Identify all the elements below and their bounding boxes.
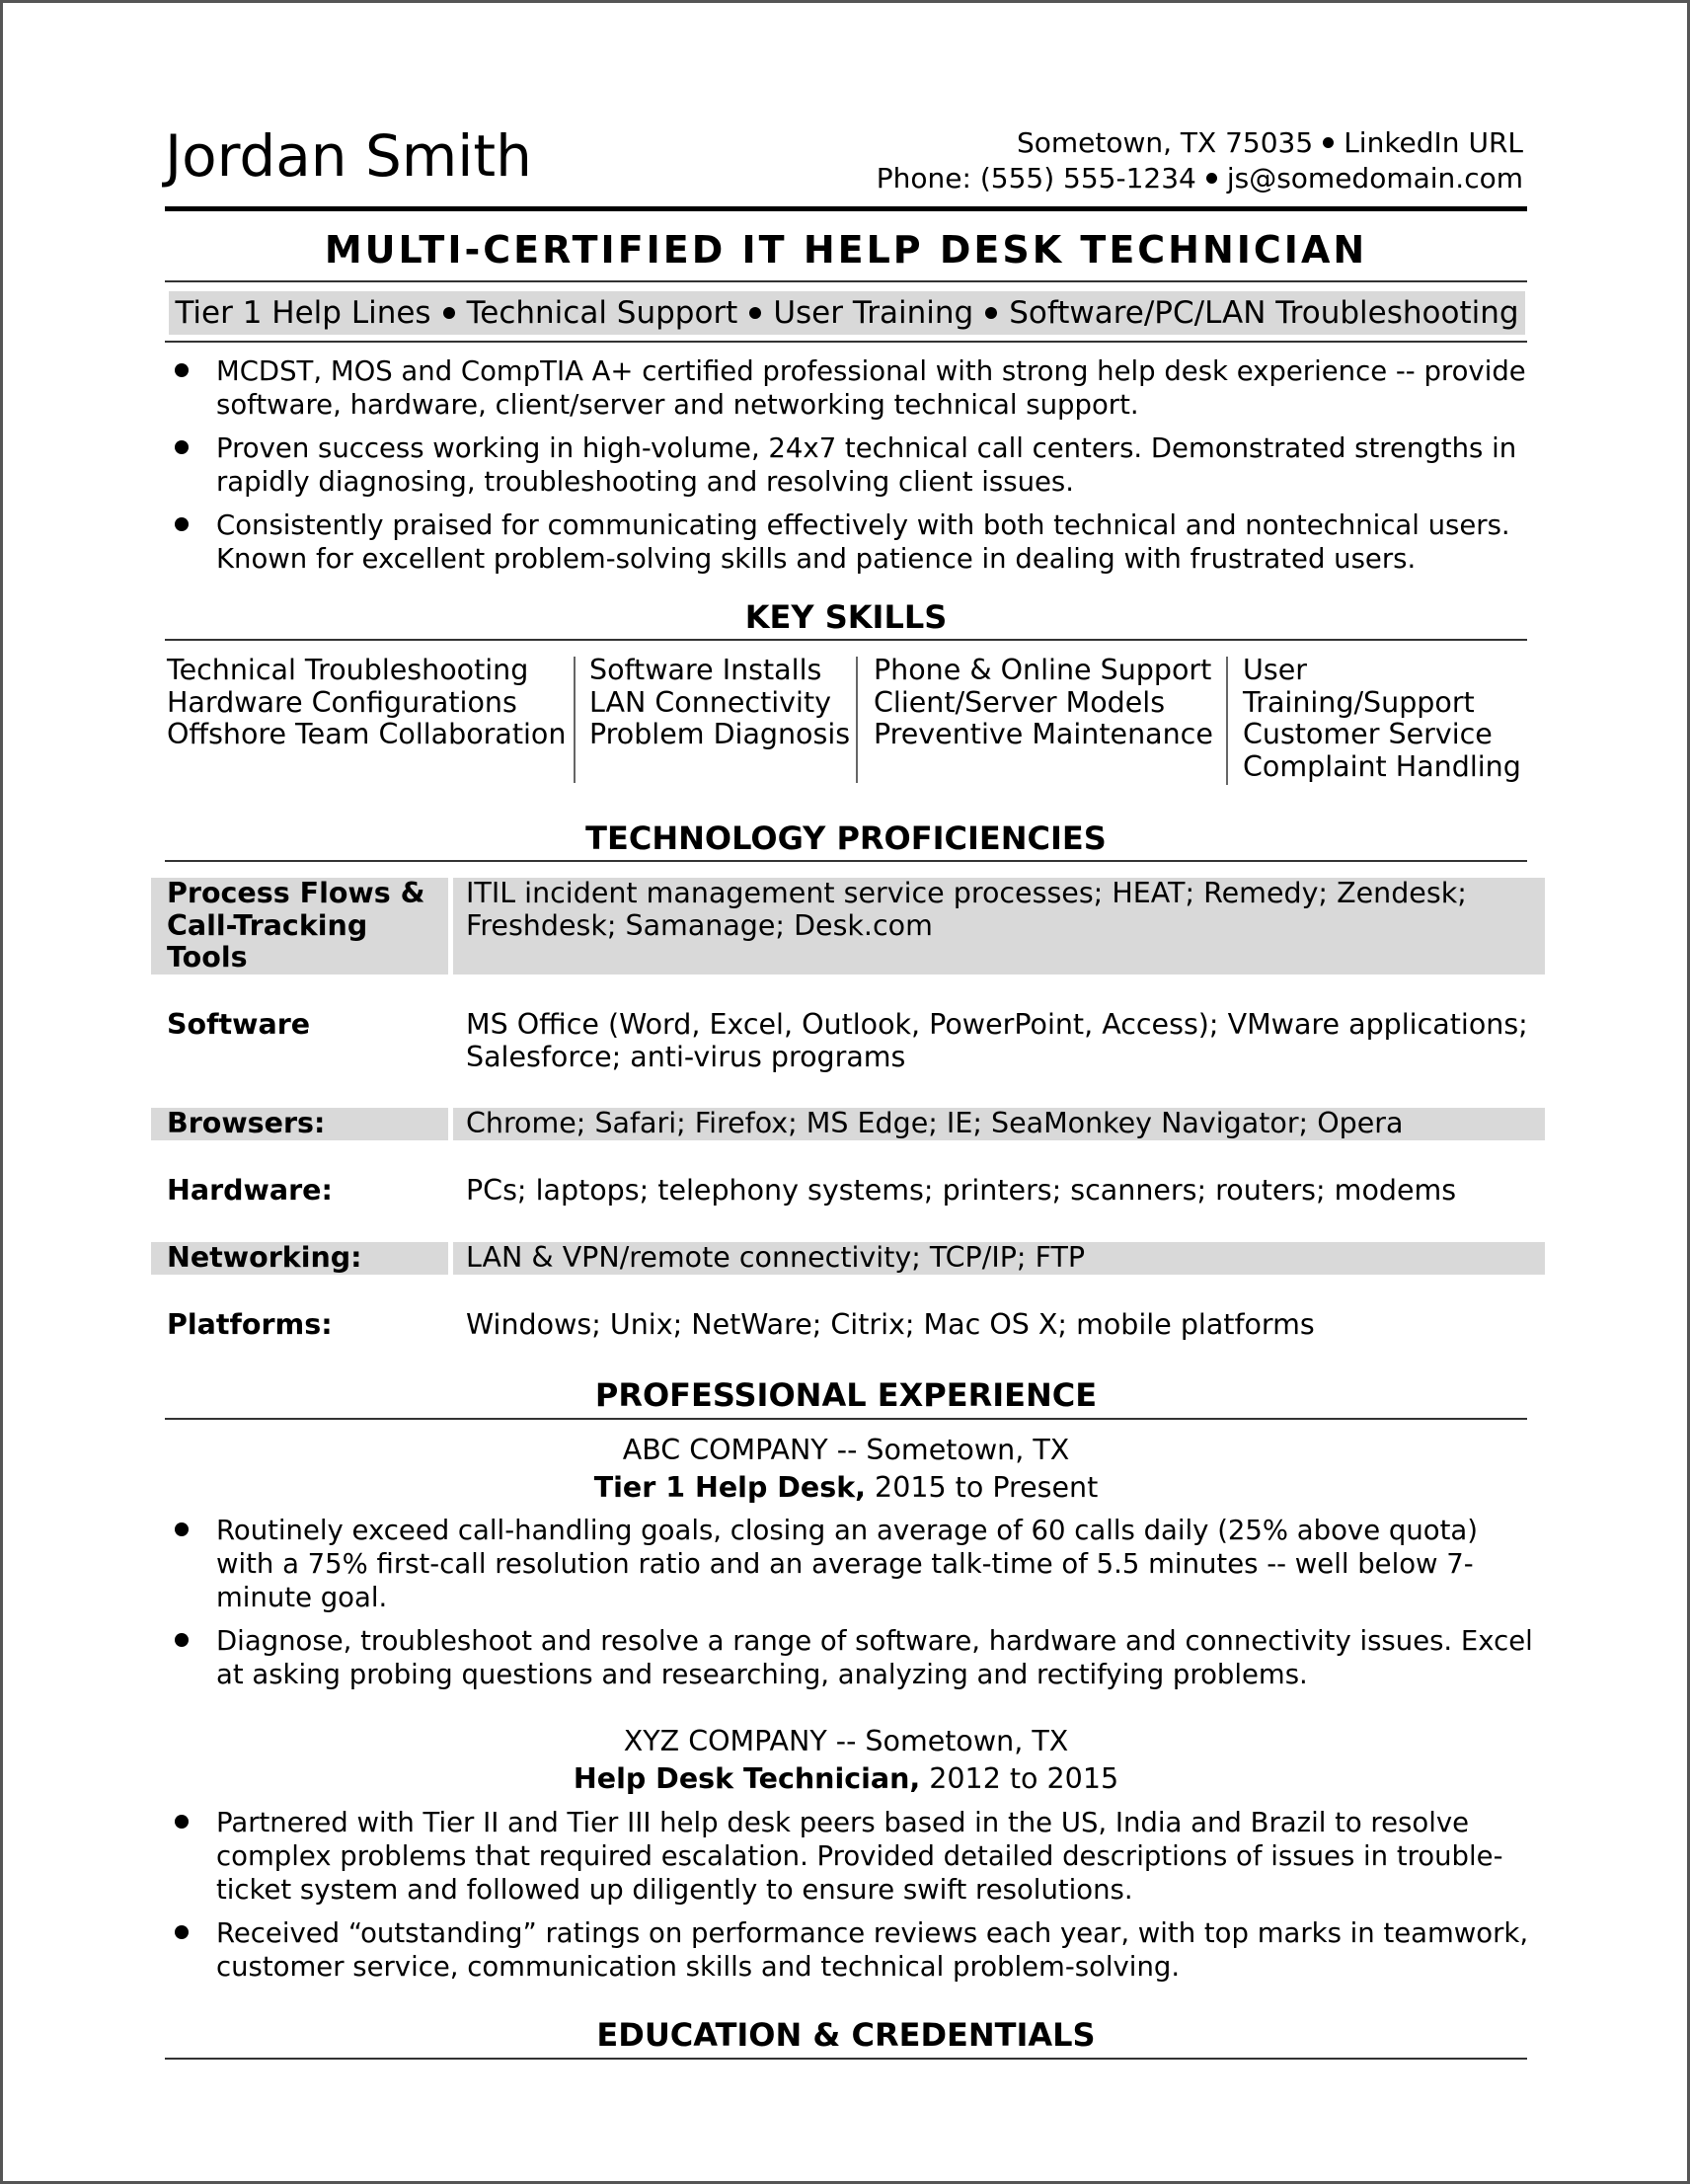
company-line: ABC COMPANY -- Sometown, TX bbox=[622, 1434, 1070, 1466]
skill-item: Hardware Configurations bbox=[167, 685, 517, 719]
summary-item: MCDST, MOS and CompTIA A+ certified professional with strong help desk experience -- provide software, hardware, client/server and networking technical support. bbox=[165, 354, 1537, 422]
tech-label: Browsers: bbox=[167, 1107, 326, 1139]
job-bullet: Diagnose, troubleshoot and resolve a range of software, hardware and connectivity issues. Excel at asking probing questions and researching, analyzing and rectifying problems. bbox=[165, 1624, 1537, 1691]
skill-item: Customer Service bbox=[1243, 718, 1493, 750]
focus-item: Technical Support bbox=[466, 295, 738, 331]
skill-item: Offshore Team Collaboration bbox=[167, 718, 567, 750]
tech-value: LAN & VPN/remote connectivity; TCP/IP; FTP bbox=[466, 1241, 1086, 1274]
bullet-dot-icon bbox=[443, 307, 455, 319]
company-line: XYZ COMPANY -- Sometown, TX bbox=[623, 1725, 1069, 1757]
job-title: Tier 1 Help Desk, bbox=[593, 1471, 866, 1504]
skill-item: Software Installs bbox=[589, 654, 822, 686]
role-line bbox=[165, 1470, 1527, 1506]
job-bullets bbox=[165, 1806, 1537, 1984]
job-bullet: Partnered with Tier II and Tier III help desk peers based in the US, India and Brazil to resolve complex problems that required escalation. Provided detailed descriptions of issues in trouble-ticket system and followed up diligently to ensure swift resolutions. bbox=[165, 1806, 1537, 1907]
job-bullets bbox=[165, 1514, 1537, 1691]
focus-band bbox=[169, 291, 1525, 335]
tech-row bbox=[151, 1309, 1545, 1342]
focus-item: Software/PC/LAN Troubleshooting bbox=[1009, 295, 1519, 331]
summary-list bbox=[165, 354, 1537, 576]
tech-label: Hardware: bbox=[167, 1174, 333, 1207]
divider bbox=[165, 639, 1527, 641]
tech-label: Networking: bbox=[167, 1241, 362, 1274]
contact-line-1 bbox=[877, 125, 1523, 161]
education-title: EDUCATION & CREDENTIALS bbox=[596, 2016, 1096, 2054]
skill-item: Client/Server Models bbox=[874, 685, 1166, 719]
tech-row bbox=[151, 1242, 1545, 1275]
contact-block bbox=[877, 125, 1523, 196]
location: Sometown, TX 75035 bbox=[1016, 126, 1314, 159]
skill-item: Preventive Maintenance bbox=[874, 718, 1213, 750]
bullet-dot-icon bbox=[1323, 137, 1334, 148]
bullet-dot-icon bbox=[1206, 173, 1217, 184]
tech-label: Software bbox=[167, 1008, 311, 1041]
skill-item: Complaint Handling bbox=[1243, 749, 1521, 783]
bullet-dot-icon bbox=[749, 307, 761, 319]
summary-item: Proven success working in high-volume, 24x7 technical call centers. Demonstrated strengths in rapidly diagnosing, troubleshooting and resolving client issues. bbox=[165, 431, 1537, 499]
divider bbox=[165, 341, 1527, 343]
tech-value: Chrome; Safari; Firefox; MS Edge; IE; SeaMonkey Navigator; Opera bbox=[466, 1107, 1404, 1139]
tech-value: Windows; Unix; NetWare; Citrix; Mac OS X; mobile platforms bbox=[466, 1308, 1315, 1341]
tech-row bbox=[151, 1009, 1545, 1074]
skills-column bbox=[167, 655, 566, 751]
divider bbox=[165, 860, 1527, 862]
focus-item: Tier 1 Help Lines bbox=[175, 295, 431, 331]
header-rule bbox=[165, 206, 1527, 211]
job-dates: 2012 to 2015 bbox=[920, 1762, 1119, 1795]
skill-item: User Training/Support bbox=[1243, 654, 1475, 719]
job-bullet: Received “outstanding” ratings on performance reviews each year, with top marks in teamwork, customer service, communication skills and technical problem-solving. bbox=[165, 1916, 1537, 1984]
summary-item: Consistently praised for communicating effectively with both technical and nontechnical users. Known for excellent problem-solving skills and patience in dealing with frustrated users. bbox=[165, 508, 1537, 576]
skill-item: LAN Connectivity bbox=[589, 685, 831, 719]
tech-value: MS Office (Word, Excel, Outlook, PowerPoint, Access); VMware applications; Salesforce; anti-virus programs bbox=[466, 1008, 1528, 1073]
column-separator bbox=[1226, 657, 1228, 785]
job-dates: 2015 to Present bbox=[866, 1471, 1099, 1504]
phone: Phone: (555) 555-1234 bbox=[876, 162, 1196, 195]
skills-column bbox=[589, 655, 850, 751]
job-bullet: Routinely exceed call-handling goals, closing an average of 60 calls daily (25% above quota) with a 75% first-call resolution ratio and an average talk-time of 5.5 minutes -- well below 7-minute goal. bbox=[165, 1514, 1537, 1614]
skill-item: Problem Diagnosis bbox=[589, 718, 851, 750]
candidate-name: Jordan Smith bbox=[165, 122, 532, 190]
headline: MULTI-CERTIFIED IT HELP DESK TECHNICIAN bbox=[324, 228, 1368, 272]
role-line bbox=[165, 1761, 1527, 1797]
tech-label: Process Flows & Call-Tracking Tools bbox=[167, 877, 425, 974]
focus-item: User Training bbox=[773, 295, 974, 331]
bullet-dot-icon bbox=[985, 307, 997, 319]
key-skills-title: KEY SKILLS bbox=[744, 598, 948, 636]
tech-title: TECHNOLOGY PROFICIENCIES bbox=[585, 819, 1107, 857]
tech-value: ITIL incident management service processes; HEAT; Remedy; Zendesk; Freshdesk; Samanage; Desk.com bbox=[466, 877, 1467, 942]
contact-line-2 bbox=[877, 161, 1523, 196]
tech-row bbox=[151, 1175, 1545, 1208]
skill-item: Technical Troubleshooting bbox=[167, 654, 529, 686]
skills-column bbox=[874, 655, 1213, 751]
column-separator bbox=[574, 657, 576, 783]
divider bbox=[165, 2058, 1527, 2060]
tech-label: Platforms: bbox=[167, 1308, 333, 1341]
skills-column bbox=[1243, 655, 1529, 783]
tech-value: PCs; laptops; telephony systems; printers; scanners; routers; modems bbox=[466, 1174, 1457, 1207]
divider bbox=[165, 280, 1527, 282]
email-link[interactable]: js@somedomain.com bbox=[1226, 162, 1523, 195]
tech-row bbox=[151, 1108, 1545, 1140]
cell-divider bbox=[448, 878, 453, 975]
tech-row bbox=[151, 878, 1545, 975]
skill-item: Phone & Online Support bbox=[874, 654, 1212, 686]
job-title: Help Desk Technician, bbox=[573, 1762, 921, 1795]
divider bbox=[165, 1418, 1527, 1420]
column-separator bbox=[856, 657, 858, 783]
experience-title: PROFESSIONAL EXPERIENCE bbox=[594, 1376, 1098, 1414]
linkedin-link[interactable]: LinkedIn URL bbox=[1344, 126, 1523, 159]
